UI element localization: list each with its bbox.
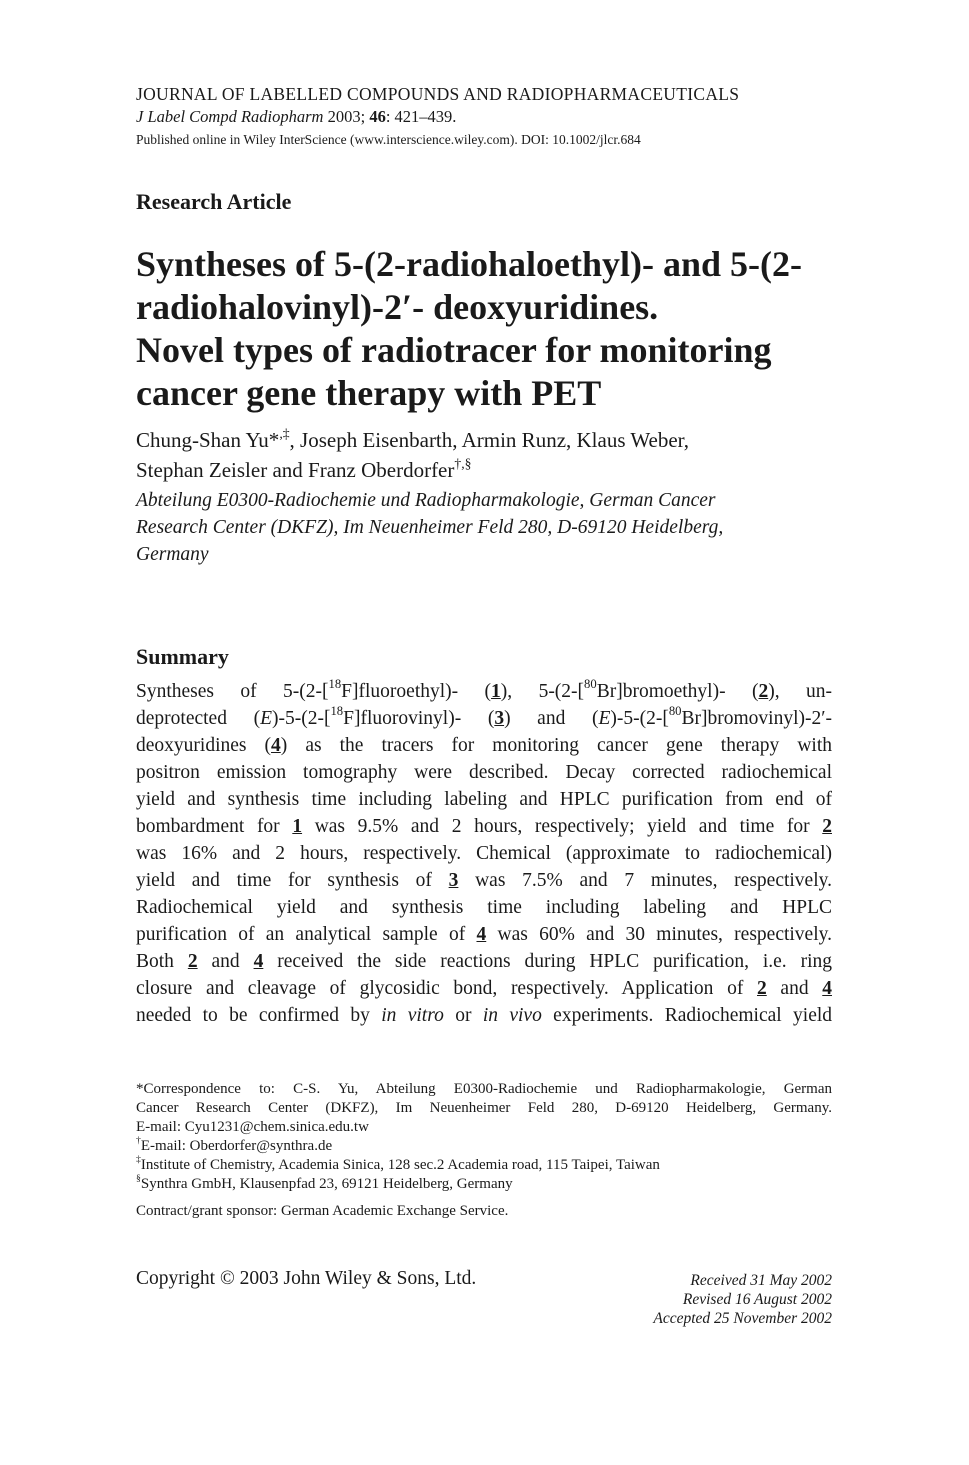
footnote-mark: § bbox=[136, 1173, 141, 1185]
text-line: was 16% and 2 hours, respectively. Chemical (approximate to radiochemical) bbox=[136, 843, 832, 864]
text-line: Radiochemical yield and synthesis time including labeling and HPLC bbox=[136, 897, 832, 918]
text-run: deprotected ( bbox=[136, 708, 261, 729]
correspondence-line: *Correspondence to: C-S. Yu, Abteilung E0300-Radiochemie und Radiopharmakologie, German bbox=[136, 1081, 832, 1097]
citation-volume: 46 bbox=[369, 107, 386, 126]
text-run: was 7.5% and 7 minutes, respectively. bbox=[458, 870, 832, 891]
affiliation-line: Research Center (DKFZ), Im Neuenheimer Feld 280, D-69120 Heidelberg, bbox=[136, 517, 724, 538]
title-line: radiohalovinyl)-2′- deoxyuridines. bbox=[136, 287, 659, 327]
text-run: and bbox=[197, 951, 254, 972]
correspondence-email[interactable]: E-mail: Cyu1231@chem.sinica.edu.tw bbox=[136, 1119, 369, 1135]
text-run: bombardment for bbox=[136, 816, 293, 837]
author-names: , Joseph Eisenbarth, Armin Runz, Klaus Weber, bbox=[289, 428, 690, 452]
affiliation-line: Germany bbox=[136, 544, 209, 565]
text-run: ), 5-(2-[ bbox=[500, 681, 585, 702]
text-run: yield and time for synthesis of bbox=[136, 870, 449, 891]
text-run: was 9.5% and 2 hours, respectively; yield and time for bbox=[302, 816, 823, 837]
text-run: closure and cleavage of glycosidic bond, respectively. Application of bbox=[136, 978, 757, 999]
affiliation bbox=[136, 487, 832, 568]
author-marks: ,‡ bbox=[279, 425, 290, 441]
text-run: or bbox=[443, 1005, 483, 1026]
text-line: positron emission tomography were described. Decay corrected radiochemical bbox=[136, 762, 832, 783]
compound-ref-link[interactable]: 2 bbox=[758, 681, 769, 702]
revised-date: Revised 16 August 2002 bbox=[682, 1291, 832, 1308]
author-name: Chung-Shan Yu* bbox=[136, 428, 280, 452]
received-date: Received 31 May 2002 bbox=[690, 1272, 832, 1289]
compound-ref-link[interactable]: 2 bbox=[822, 816, 832, 837]
text-run: Br]bromoethyl)- ( bbox=[596, 681, 759, 702]
published-online: Published online in Wiley InterScience (www.interscience.wiley.com). DOI: 10.1002/jlcr.684 bbox=[136, 132, 641, 147]
correspondence-line: Cancer Research Center (DKFZ), Im Neuenheimer Feld 280, D-69120 Heidelberg, Germany. bbox=[136, 1100, 832, 1116]
compound-ref-link[interactable]: 4 bbox=[822, 978, 832, 999]
compound-ref-link[interactable]: 4 bbox=[253, 951, 264, 972]
isotope-mark: 18 bbox=[330, 704, 344, 719]
isotope-mark: 80 bbox=[584, 677, 597, 692]
compound-ref-link[interactable]: 1 bbox=[491, 681, 501, 702]
text-run: needed to be confirmed by bbox=[136, 1005, 382, 1026]
text-run: received the side reactions during HPLC purification, i.e. ring bbox=[263, 951, 833, 972]
stereo-mark: E bbox=[598, 708, 611, 729]
text-run: ), un- bbox=[768, 681, 832, 702]
citation-year: 2003; bbox=[327, 107, 366, 126]
text-run: was 60% and 30 minutes, respectively. bbox=[486, 924, 832, 945]
grant-sponsor: Contract/grant sponsor: German Academic Exchange Service. bbox=[136, 1203, 509, 1219]
footnote-mark: † bbox=[136, 1135, 141, 1147]
article-title bbox=[136, 243, 832, 415]
text-run: F]fluorovinyl)- ( bbox=[343, 708, 495, 729]
text-line: yield and synthesis time including labeling and HPLC purification from end of bbox=[136, 789, 832, 810]
author-list bbox=[136, 425, 832, 485]
journal-name: JOURNAL OF LABELLED COMPOUNDS AND RADIOPHARMACEUTICALS bbox=[136, 84, 740, 104]
text-run: purification of an analytical sample of bbox=[136, 924, 477, 945]
compound-ref-link[interactable]: 4 bbox=[476, 924, 487, 945]
accepted-date: Accepted 25 November 2002 bbox=[653, 1310, 832, 1327]
text-run: Br]bromovinyl)-2′- bbox=[681, 708, 832, 729]
affiliation-line: Abteilung E0300-Radiochemie und Radiopharmakologie, German Cancer bbox=[136, 490, 716, 511]
isotope-mark: 18 bbox=[328, 677, 342, 692]
footnotes bbox=[136, 1080, 832, 1221]
summary-text bbox=[136, 678, 832, 1029]
footnote-email[interactable]: E-mail: Oberdorfer@synthra.de bbox=[140, 1138, 333, 1154]
compound-ref-link[interactable]: 3 bbox=[494, 708, 505, 729]
title-line: Novel types of radiotracer for monitoring bbox=[136, 330, 772, 370]
author-names: Stephan Zeisler and Franz Oberdorfer bbox=[136, 458, 455, 482]
compound-ref-link[interactable]: 2 bbox=[757, 978, 767, 999]
compound-ref-link[interactable]: 3 bbox=[448, 870, 459, 891]
text-run: )-5-(2-[ bbox=[272, 708, 331, 729]
footnote-mark: ‡ bbox=[136, 1154, 141, 1166]
compound-ref-link[interactable]: 1 bbox=[292, 816, 303, 837]
text-run: ) and ( bbox=[504, 708, 599, 729]
article-dates bbox=[653, 1271, 832, 1328]
title-line: cancer gene therapy with PET bbox=[136, 373, 602, 413]
text-run: in vivo bbox=[482, 1005, 542, 1026]
text-run: )-5-(2-[ bbox=[610, 708, 669, 729]
article-page bbox=[136, 84, 832, 1029]
text-run: experiments. Radiochemical yield bbox=[541, 1005, 833, 1026]
text-run: ) as the tracers for monitoring cancer gene therapy with bbox=[280, 735, 832, 756]
text-run: in vitro bbox=[381, 1005, 444, 1026]
text-run: F]fluoroethyl)- ( bbox=[341, 681, 492, 702]
summary-heading: Summary bbox=[136, 644, 229, 669]
compound-ref-link[interactable]: 2 bbox=[187, 951, 198, 972]
footnote-company: Synthra GmbH, Klausenpfad 23, 69121 Heidelberg, Germany bbox=[140, 1176, 513, 1192]
isotope-mark: 80 bbox=[668, 704, 682, 719]
stereo-mark: E bbox=[260, 708, 272, 729]
text-run: and bbox=[766, 978, 823, 999]
citation-line bbox=[136, 107, 832, 127]
copyright-notice: Copyright © 2003 John Wiley & Sons, Ltd. bbox=[136, 1268, 477, 1289]
compound-ref-link[interactable]: 4 bbox=[271, 735, 281, 756]
text-run: deoxyuridines ( bbox=[136, 735, 272, 756]
footnote-institute: Institute of Chemistry, Academia Sinica, 128 sec.2 Academia road, 115 Taipei, Taiwan bbox=[140, 1157, 660, 1173]
title-line: Syntheses of 5-(2-radiohaloethyl)- and 5-(2- bbox=[136, 244, 802, 284]
text-run: Both bbox=[136, 951, 188, 972]
text-run: Syntheses of 5-(2-[ bbox=[136, 681, 329, 702]
journal-abbrev: J Label Compd Radiopharm bbox=[136, 107, 324, 126]
citation-pages: : 421–439. bbox=[385, 107, 457, 126]
article-type: Research Article bbox=[136, 189, 292, 214]
author-marks: †,§ bbox=[454, 455, 472, 471]
